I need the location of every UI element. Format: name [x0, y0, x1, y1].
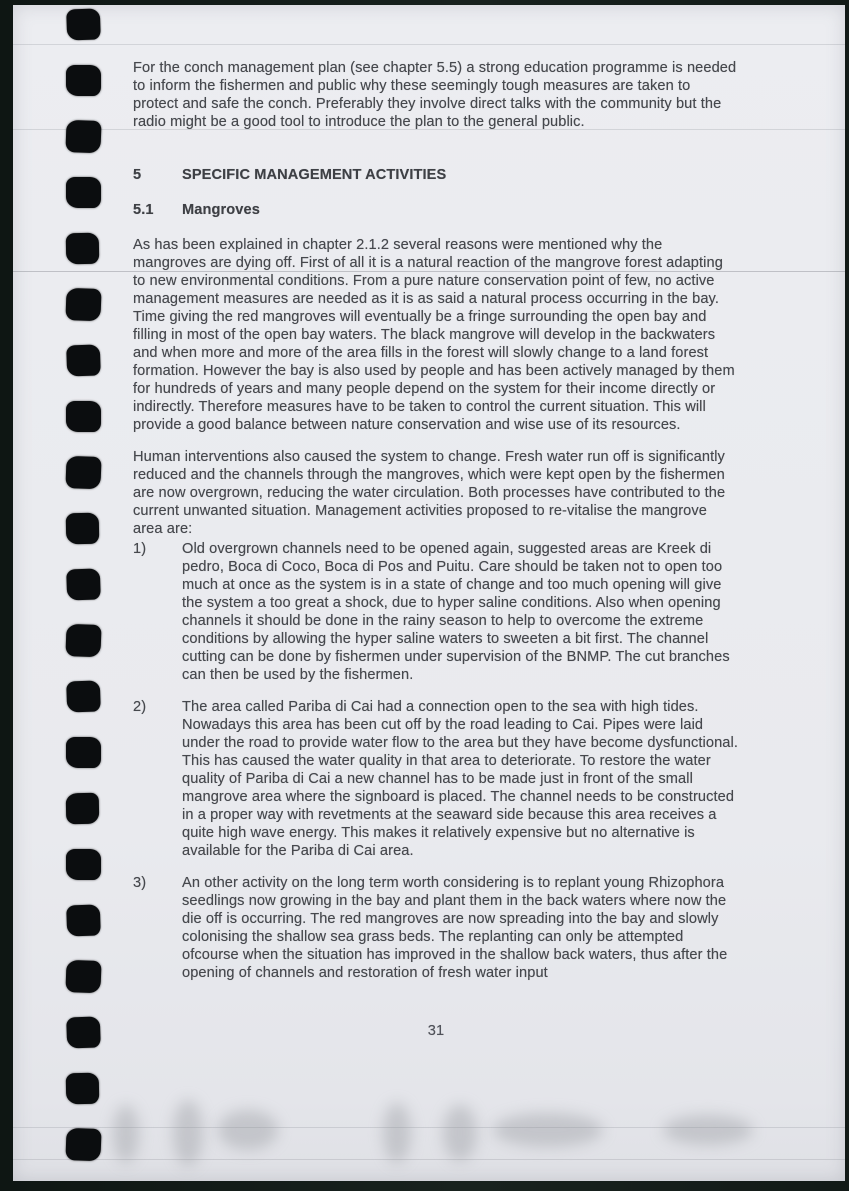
binding-hole-icon [66, 1073, 100, 1105]
binding-hole-icon [66, 513, 100, 545]
binding-hole-icon [65, 120, 101, 153]
binding-hole-icon [66, 401, 101, 432]
scan-smudge [493, 1113, 603, 1147]
binding-hole-icon [66, 793, 100, 825]
binding-hole-icon [66, 65, 101, 96]
scan-artifact-line [13, 1159, 845, 1160]
binding-holes-column [66, 9, 101, 1185]
binding-hole-icon [65, 288, 101, 321]
document-content [133, 59, 739, 1040]
scan-smudge [443, 1105, 477, 1161]
binding-hole-icon [66, 1016, 101, 1048]
scan-smudge [173, 1100, 203, 1166]
section-number: 5 [133, 167, 142, 183]
paper-sheet [13, 5, 845, 1181]
list-item-number: 2) [133, 699, 147, 715]
section-heading [133, 166, 739, 184]
scan-smudge [218, 1110, 278, 1150]
subsection-heading [133, 201, 739, 219]
body-paragraph-reasons: As has been explained in chapter 2.1.2 several reasons were mentioned why the mangroves are dying off. First of all it is a natural reaction of the mangrove forest adapting to new environmental conditions. From a pure nature conservation point of few, no active management measures are needed as it is as said a natural process occurring in the bay. Time giving the red mangroves will eventually be a fringe surrounding the open bay and filling in most of the open bay waters. The black mangrove will develop in the backwaters and when more and more of the area fills in the forest will slowly change to a land forest formation. However the bay is also used by people and has been actively managed by them for hundreds of years and many people depend on the system for their income directly or indirectly. Therefore measures have to be taken to control the current situation. This will provide a good balance between nature conservation and wise use of its resources. [133, 237, 735, 433]
section-title: SPECIFIC MANAGEMENT ACTIVITIES [182, 167, 447, 183]
list-item [133, 698, 739, 860]
binding-hole-icon [66, 177, 101, 208]
binding-hole-icon [66, 680, 101, 712]
binding-hole-icon [65, 456, 101, 489]
binding-hole-icon [65, 960, 101, 993]
scan-smudge [663, 1115, 753, 1145]
scan-smudge [113, 1105, 139, 1163]
binding-hole-icon [66, 8, 101, 40]
list-item-text: An other activity on the long term worth considering is to replant young Rhizophora seedlings now growing in the bay and plant them in the back waters where now the die off is occurring. The red mangroves are now spreading into the bay and slowly colonising the shallow sea grass beds. The replanting can only be attempted ofcourse when the situation has improved in the shallow back waters, thus after the opening of channels and restoration of fresh water input [182, 875, 728, 981]
list-item [133, 540, 739, 684]
list-item [133, 874, 739, 982]
binding-hole-icon [66, 737, 101, 768]
binding-hole-icon [66, 849, 101, 880]
numbered-list [133, 540, 739, 982]
binding-hole-icon [66, 568, 101, 600]
body-paragraph-interventions: Human interventions also caused the system to change. Fresh water run off is significantly reduced and the channels through the mangroves, which were kept open by the fishermen are now overgrown, reducing the water circulation. Both processes have contributed to the current unwanted situation. Management activities proposed to re-vitalise the mangrove area are: [133, 449, 726, 537]
list-item-number: 1) [133, 541, 147, 557]
binding-hole-icon [66, 904, 101, 936]
list-item-number: 3) [133, 875, 147, 891]
binding-hole-icon [65, 1128, 101, 1161]
scan-artifact-line [13, 44, 845, 45]
subsection-title: Mangroves [182, 202, 260, 218]
list-item-text: The area called Pariba di Cai had a connection open to the sea with high tides. Nowadays this area has been cut off by the road leading to Cai. Pipes were laid under the road to provide water flow to the area but they have become dysfunctional. This has caused the water quality in that area to deteriorate. To restore the water quality of Pariba di Cai a new channel has to be made just in front of the small mangrove area where the signboard is placed. The channel needs to be constructed in a proper way with revetments at the seaward side because this area receives a quite high wave energy. This makes it relatively expensive but no alternative is available for the Pariba di Cai area. [182, 699, 738, 859]
subsection-number: 5.1 [133, 202, 154, 218]
binding-hole-icon [66, 233, 100, 265]
binding-hole-icon [65, 624, 101, 657]
list-item-text: Old overgrown channels need to be opened again, suggested areas are Kreek di pedro, Boca di Coco, Boca di Pos and Puitu. Care should be taken not to open too much at once as the system is in a state of change and too much opening will give the system a too great a shock, due to hyper saline conditions. Also when opening channels it should be done in the rainy season to help to overcome the extreme conditions by allowing the hyper saline waters to sweeten a bit first. The channel cutting can be done by fishermen under supervision of the BNMP. The cut branches can then be used by the fishermen. [182, 541, 730, 683]
intro-paragraph: For the conch management plan (see chapter 5.5) a strong education programme is needed to inform the fishermen and public why these seemingly tough measures are taken to protect and safe the conch. Preferably they involve direct talks with the community but the radio might be a good tool to introduce the plan to the general public. [133, 60, 737, 130]
binding-hole-icon [66, 344, 101, 376]
scan-smudge [383, 1103, 411, 1163]
page-number: 31 [427, 1023, 445, 1039]
